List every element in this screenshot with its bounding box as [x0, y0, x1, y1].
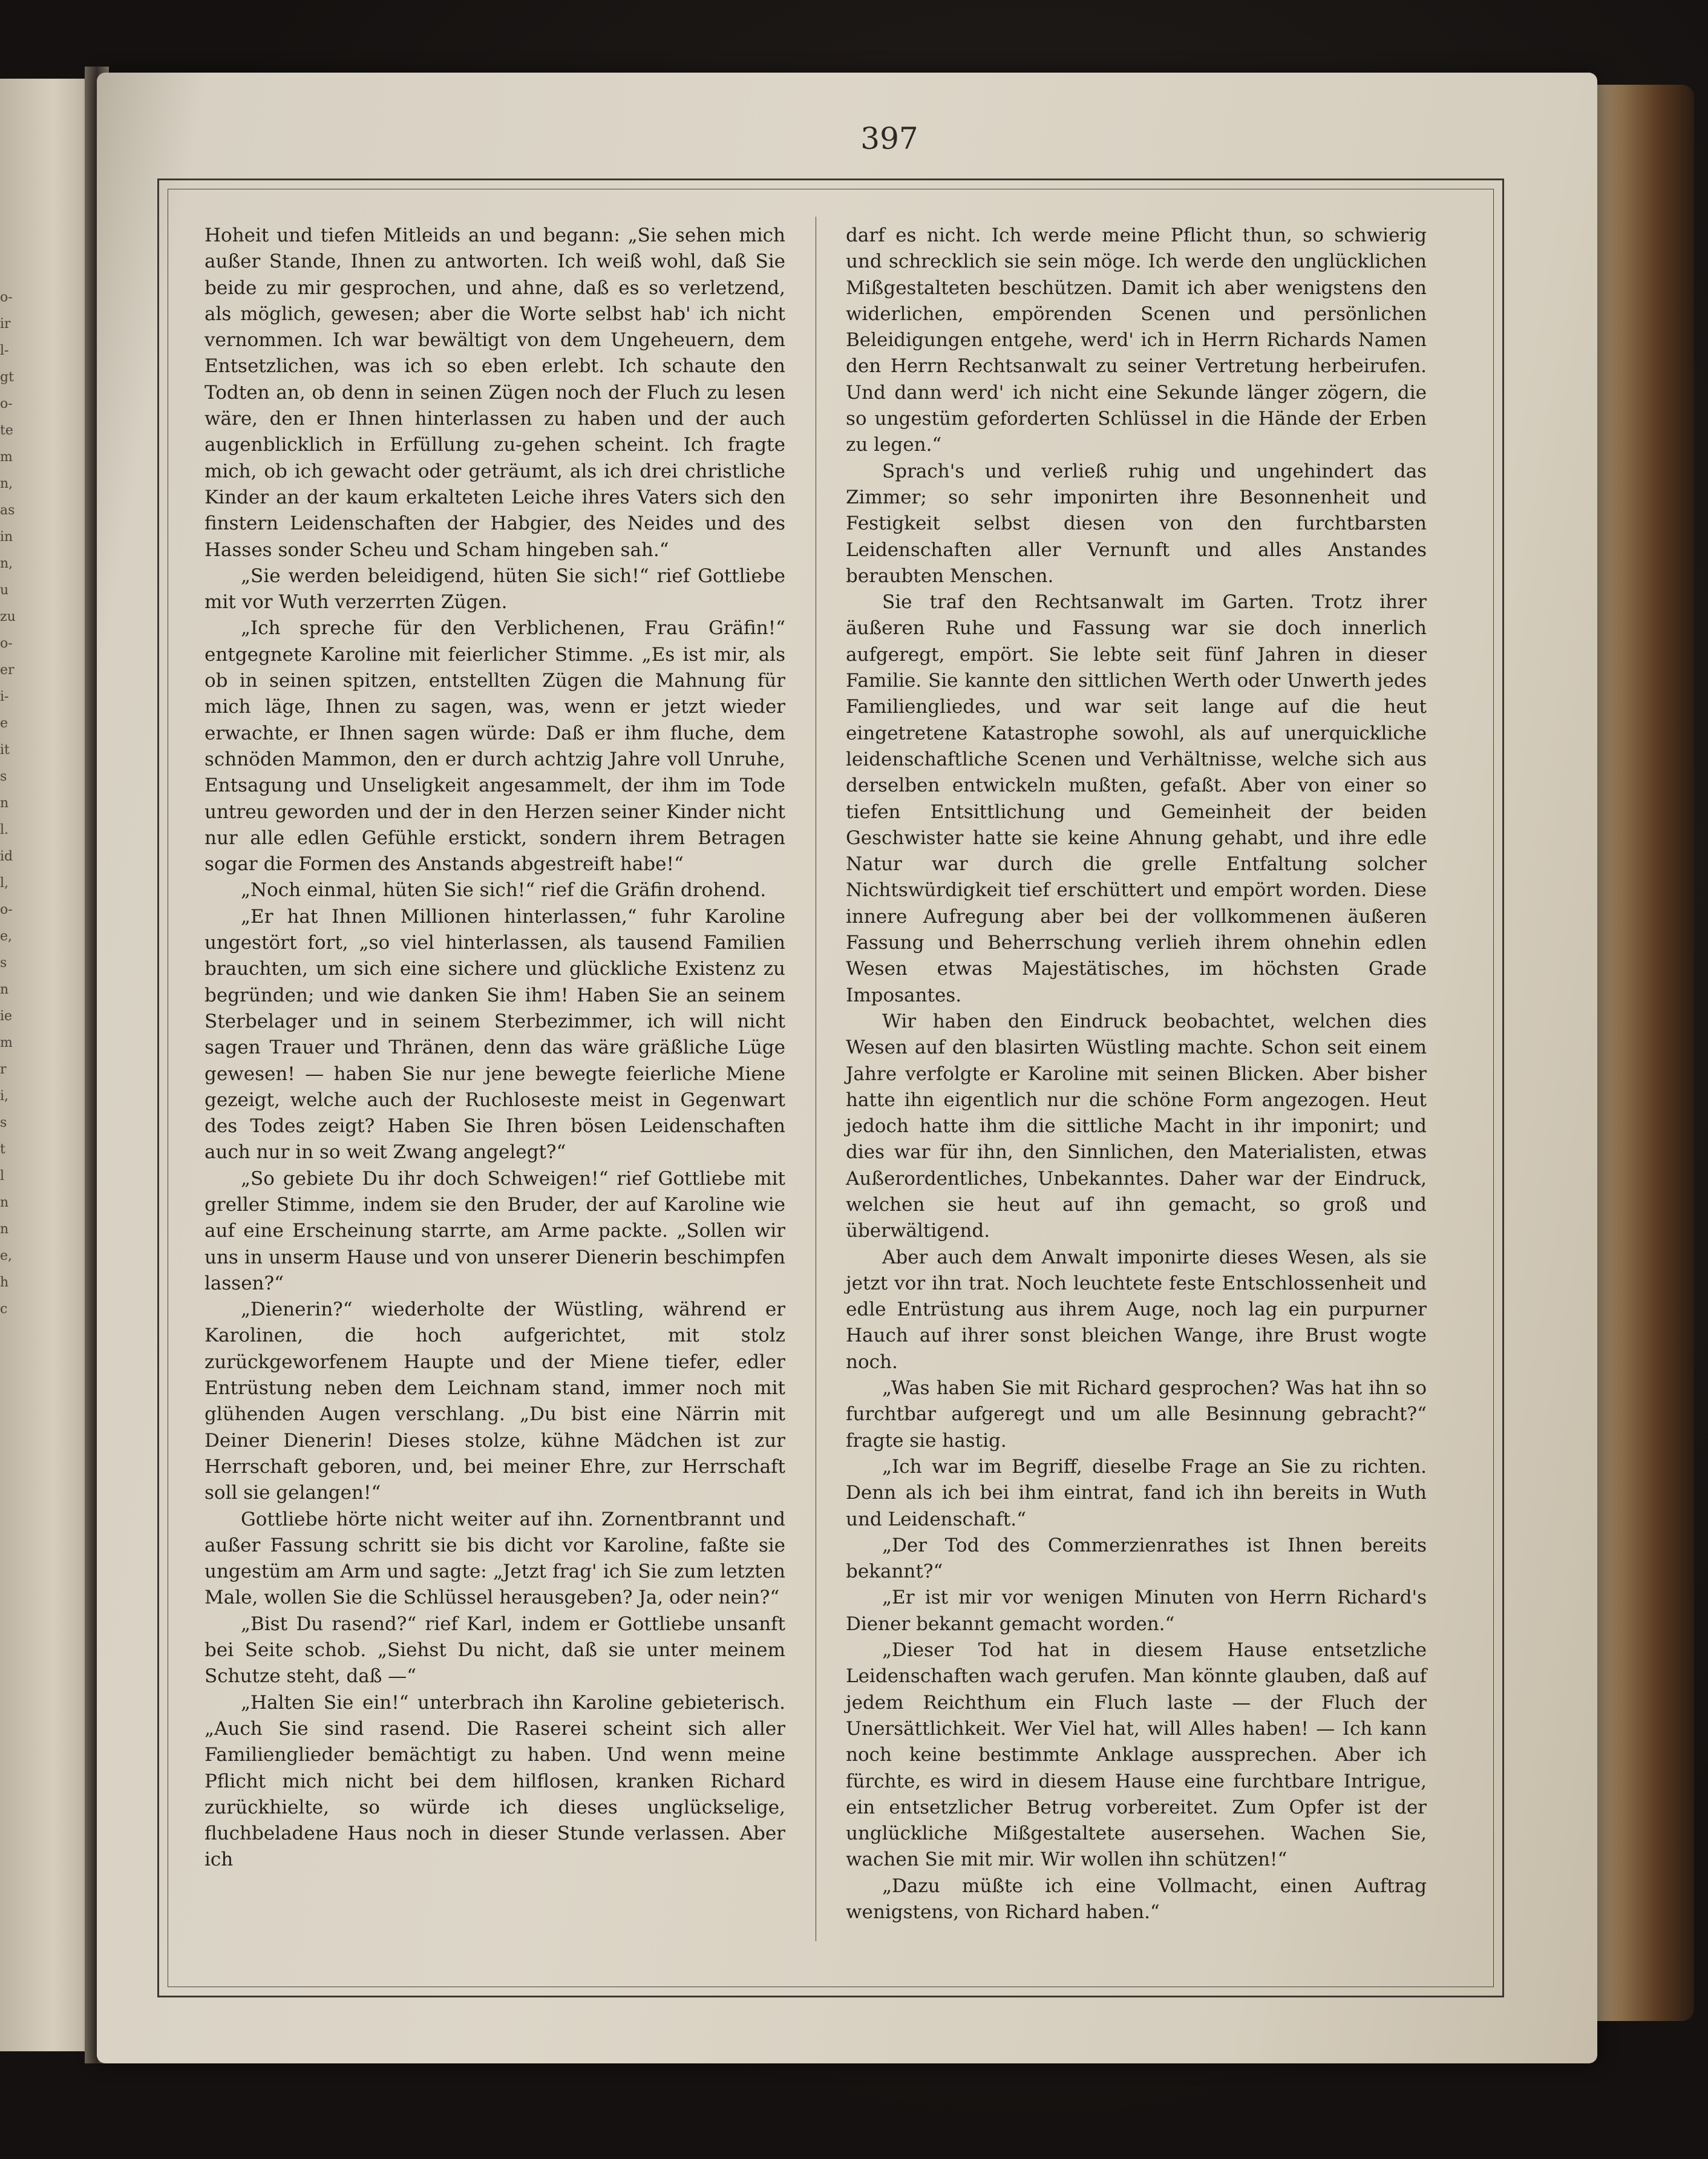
paragraph: „Dieser Tod hat in diesem Hause entsetzliche Leidenschaften wach gerufen. Man könnte glauben, daß auf jedem Reichthum ein Fluch laste — der Fluch der Unersättlichkeit. Wer Viel hat, will Alles haben! — Ich kann noch keine bestimmte Anklage aussprechen. Aber ich fürchte, es wird in diesem Hause eine furchtbare Intrigue, ein entsetzlicher Betrug vorbereitet. Zum Opfer ist der unglückliche Mißgestaltete ausersehen. Wachen Sie, wachen Sie mit mir. Wir wollen ihn schützen!“: [846, 1639, 1427, 1871]
margin-fragment: er: [0, 663, 15, 678]
text-frame: [157, 179, 1504, 1997]
paragraph: „Dienerin?“ wiederholte der Wüstling, während er Karolinen, die hoch aufgerichtet, mit stolz zurückgeworfenem Haupte und der Miene tiefer, edler Entrüstung neben dem Leichnam stand, immer noch mit glühenden Augen verschlang. „Du bist eine Närrin mit Deiner Dienerin! Dieses stolze, kühne Mädchen ist zur Herrschaft geboren, und, bei meiner Ehre, zur Herrschaft soll sie gelangen!“: [205, 1299, 785, 1504]
paragraph: darf es nicht. Ich werde meine Pflicht thun, so schwierig und schrecklich sie sein möge. Ich werde den unglücklichen Mißgestalteten beschützen. Damit ich aber wenigstens den widerlichen, empörenden Scenen und persönlichen Beleidigungen entgehe, werd' ich in Herrn Richards Namen den Herrn Rechtsanwalt zu seiner Vertretung herbeirufen. Und dann werd' ich nicht eine Sekunde länger zögern, die so ungestüm geforderten Schlüssel in die Hände der Erben zu legen.“: [846, 224, 1427, 456]
margin-fragment: n: [0, 982, 9, 997]
margin-fragment: s: [0, 769, 7, 784]
paragraph: „Noch einmal, hüten Sie sich!“ rief die Gräfin drohend.: [241, 879, 767, 902]
margin-fragment: gt: [0, 370, 14, 385]
book-page: [97, 73, 1597, 2063]
margin-fragment: n,: [0, 476, 13, 491]
margin-fragment: zu: [0, 609, 16, 624]
margin-fragment: n,: [0, 556, 13, 571]
margin-fragment: o-: [0, 396, 13, 411]
paragraph: „Ich spreche für den Verblichenen, Frau Gräfin!“ entgegnete Karoline mit feierlicher Stimme. „Es ist mir, als ob in seinen spitzen, entstellten Zügen die Mahnung für mich läge, Ihnen zu sagen, was, wenn er jetzt wieder erwachte, er Ihnen sagen würde: Daß er ihm fluche, dem schnöden Mammon, den er durch achtzig Jahre voll Unruhe, Entsagung und Unseligkeit angesammelt, der ihm im Tode untreu geworden und der in den Herzen seiner Kinder nicht nur alle edlen Gefühle erstickt, sondern ihrem Betragen sogar die Formen des Anstands abgestreift habe!“: [205, 617, 785, 876]
text-column-left: [205, 223, 785, 1873]
paragraph: „Dazu müßte ich eine Vollmacht, einen Auftrag wenigstens, von Richard haben.“: [846, 1875, 1427, 1923]
paragraph: „Bist Du rasend?“ rief Karl, indem er Gottliebe unsanft bei Seite schob. „Siehst Du nicht, daß sie unter meinem Schutze steht, daß —“: [205, 1613, 785, 1688]
margin-fragment: l.: [0, 822, 9, 837]
margin-fragment: in: [0, 529, 13, 545]
paragraph: Aber auch dem Anwalt imponirte dieses Wesen, als sie jetzt vor ihn trat. Noch leuchtete feste Entschlossenheit und edle Entrüstung aus ihrem Auge, noch lag ein purpurner Hauch auf ihrer sonst bleichen Wange, ihre Brust wogte noch.: [846, 1246, 1427, 1373]
margin-fragment: l,: [0, 876, 9, 891]
margin-fragment: m: [0, 1035, 13, 1050]
margin-fragment: l: [0, 1168, 5, 1184]
margin-fragment: te: [0, 423, 13, 438]
margin-fragment: m: [0, 450, 13, 465]
paragraph: „Was haben Sie mit Richard gesprochen? Was hat ihn so furchtbar aufgeregt und um alle Besinnung gebracht?“ fragte sie hastig.: [846, 1377, 1427, 1452]
margin-fragment: as: [0, 503, 15, 518]
previous-page-text-fragments: [0, 284, 24, 2100]
margin-fragment: o-: [0, 902, 13, 917]
paragraph: Sie traf den Rechtsanwalt im Garten. Trotz ihrer äußeren Ruhe und Fassung war sie doch innerlich aufgeregt, empört. Sie lebte seit fünf Jahren in dieser Familie. Sie kannte den sittlichen Werth oder Unwerth jedes Familiengliedes, und war seit lange auf die heut eingetretene Katastrophe sowohl, als auf unerquickliche leidenschaftliche Scenen und Verhältnisse, welche sich aus derselben entwickeln mußten, gefaßt. Aber von einer so tiefen Entsittlichung und Gemeinheit der beiden Geschwister hatte sie keine Ahnung gehabt, und ihre edle Natur war durch die grelle Entfaltung solcher Nichtswürdigkeit tief erschüttert und empört worden. Diese innere Aufregung aber bei der vollkommenen äußeren Fassung und Beherrschung verlieh ihrem ohnehin edlen Wesen etwas Majestätisches, im höchsten Grade Imposantes.: [846, 591, 1427, 1006]
margin-fragment: n: [0, 1195, 9, 1210]
margin-fragment: o-: [0, 636, 13, 651]
margin-fragment: t: [0, 1142, 5, 1157]
paragraph: Wir haben den Eindruck beobachtet, welchen dies Wesen auf den blasirten Wüstling machte. Schon seit einem Jahre verfolgte er Karoline mit seinen Blicken. Aber bisher hatte ihn eigentlich nur die schöne Form angezogen. Heut jedoch hatte ihm die sittliche Macht in ihr imponirt; und dies war für ihn, den Sinnlichen, den Materialisten, etwas Außerordentliches, Unbekanntes. Daher war der Eindruck, welchen sie heut auf ihn gemacht, so groß und überwältigend.: [846, 1010, 1427, 1242]
margin-fragment: i,: [0, 1089, 9, 1104]
margin-fragment: s: [0, 955, 7, 971]
paragraph: Hoheit und tiefen Mitleids an und begann: „Sie sehen mich außer Stande, Ihnen zu antworten. Ich weiß wohl, daß Sie beide zu mir gesprochen, und ahne, daß es so verletzend, als möglich, gewesen; aber die Worte selbst hab' ich nicht vernommen. Ich war bewältigt von dem Ungeheuern, dem Entsetzlichen, was ich so eben erlebt. Ich schaute den Todten an, ob denn in seinen Zügen noch der Fluch zu lesen wäre, den er Ihnen hinterlassen zu haben und der auch augenblicklich in Erfüllung zu-gehen scheint. Ich fragte mich, ob ich gewacht oder geträumt, als ich drei christliche Kinder an der kaum erkalteten Leiche ihres Vaters sich den finstern Leidenschaften der Habgier, des Neides und des Hasses sonder Scheu und Scham hingeben sah.“: [205, 224, 785, 561]
margin-fragment: ie: [0, 1009, 13, 1024]
text-frame-inner: [168, 189, 1494, 1987]
margin-fragment: l-: [0, 343, 9, 358]
page-number: 397: [860, 121, 918, 156]
paragraph: „Er ist mir vor wenigen Minuten von Herrn Richard's Diener bekannt gemacht worden.“: [846, 1587, 1427, 1635]
margin-fragment: it: [0, 742, 10, 758]
margin-fragment: o-: [0, 290, 13, 305]
margin-fragment: r: [0, 1062, 7, 1077]
margin-fragment: c: [0, 1302, 8, 1317]
margin-fragment: ir: [0, 316, 11, 332]
margin-fragment: s: [0, 1115, 7, 1130]
margin-fragment: n: [0, 1222, 9, 1237]
paragraph: „Halten Sie ein!“ unterbrach ihn Karoline gebieterisch. „Auch Sie sind rasend. Die Raserei scheint sich aller Familienglieder bemächtigt zu haben. Und wenn meine Pflicht mich nicht bei dem hilflosen, kranken Richard zurückhielte, so würde ich dieses unglückselige, fluchbeladene Haus noch in dieser Stunde verlassen. Aber ich: [205, 1691, 785, 1871]
margin-fragment: n: [0, 796, 9, 811]
margin-fragment: e,: [0, 1248, 13, 1263]
margin-fragment: id: [0, 849, 13, 864]
paragraph: „Sie werden beleidigend, hüten Sie sich!“ rief Gottliebe mit vor Wuth verzerrten Zügen.: [205, 565, 785, 614]
paragraph: Gottliebe hörte nicht weiter auf ihn. Zornentbrannt und außer Fassung schritt sie bis dicht vor Karoline, faßte sie ungestüm am Arm und sagte: „Jetzt frag' ich Sie zum letzten Male, wollen Sie die Schlüssel herausgeben? Ja, oder nein?“: [205, 1508, 785, 1609]
paragraph: „Er hat Ihnen Millionen hinterlassen,“ fuhr Karoline ungestört fort, „so viel hinterlassen, als tausend Familien brauchten, um sich eine sichere und glückliche Existenz zu begründen; und wie danken Sie ihm! Haben Sie an seinem Sterbelager und in seinem Sterbezimmer, ich will nicht sagen Trauer und Thränen, denn das wäre gräßliche Lüge gewesen! — haben Sie nur jene bewegte feierliche Miene gezeigt, welche auch der Ruchloseste meist in Gegenwart des Todes zeigt? Haben Sie Ihren bösen Leidenschaften auch nur in so weit Zwang angelegt?“: [205, 905, 785, 1164]
paragraph: „So gebiete Du ihr doch Schweigen!“ rief Gottliebe mit greller Stimme, indem sie den Bruder, der auf Karoline wie auf eine Erscheinung starrte, am Arme packte. „Sollen wir uns in unserm Hause und von unserer Dienerin beschimpfen lassen?“: [205, 1167, 785, 1294]
paragraph: Sprach's und verließ ruhig und ungehindert das Zimmer; so sehr imponirten ihre Besonnenheit und Festigkeit selbst diesen von den furchtbarsten Leidenschaften aller Vernunft und alles Anstandes beraubten Menschen.: [846, 460, 1427, 587]
margin-fragment: i-: [0, 689, 9, 704]
margin-fragment: h: [0, 1275, 9, 1290]
margin-fragment: e: [0, 716, 8, 731]
paragraph: „Ich war im Begriff, dieselbe Frage an Sie zu richten. Denn als ich bei ihm eintrat, fand ich ihn bereits in Wuth und Leidenschaft.“: [846, 1455, 1427, 1530]
text-column-right: [846, 223, 1427, 1925]
margin-fragment: e,: [0, 929, 13, 944]
previous-page-edge: [0, 79, 97, 2051]
paragraph: „Der Tod des Commerzienrathes ist Ihnen bereits bekannt?“: [846, 1534, 1427, 1583]
margin-fragment: u: [0, 583, 9, 598]
